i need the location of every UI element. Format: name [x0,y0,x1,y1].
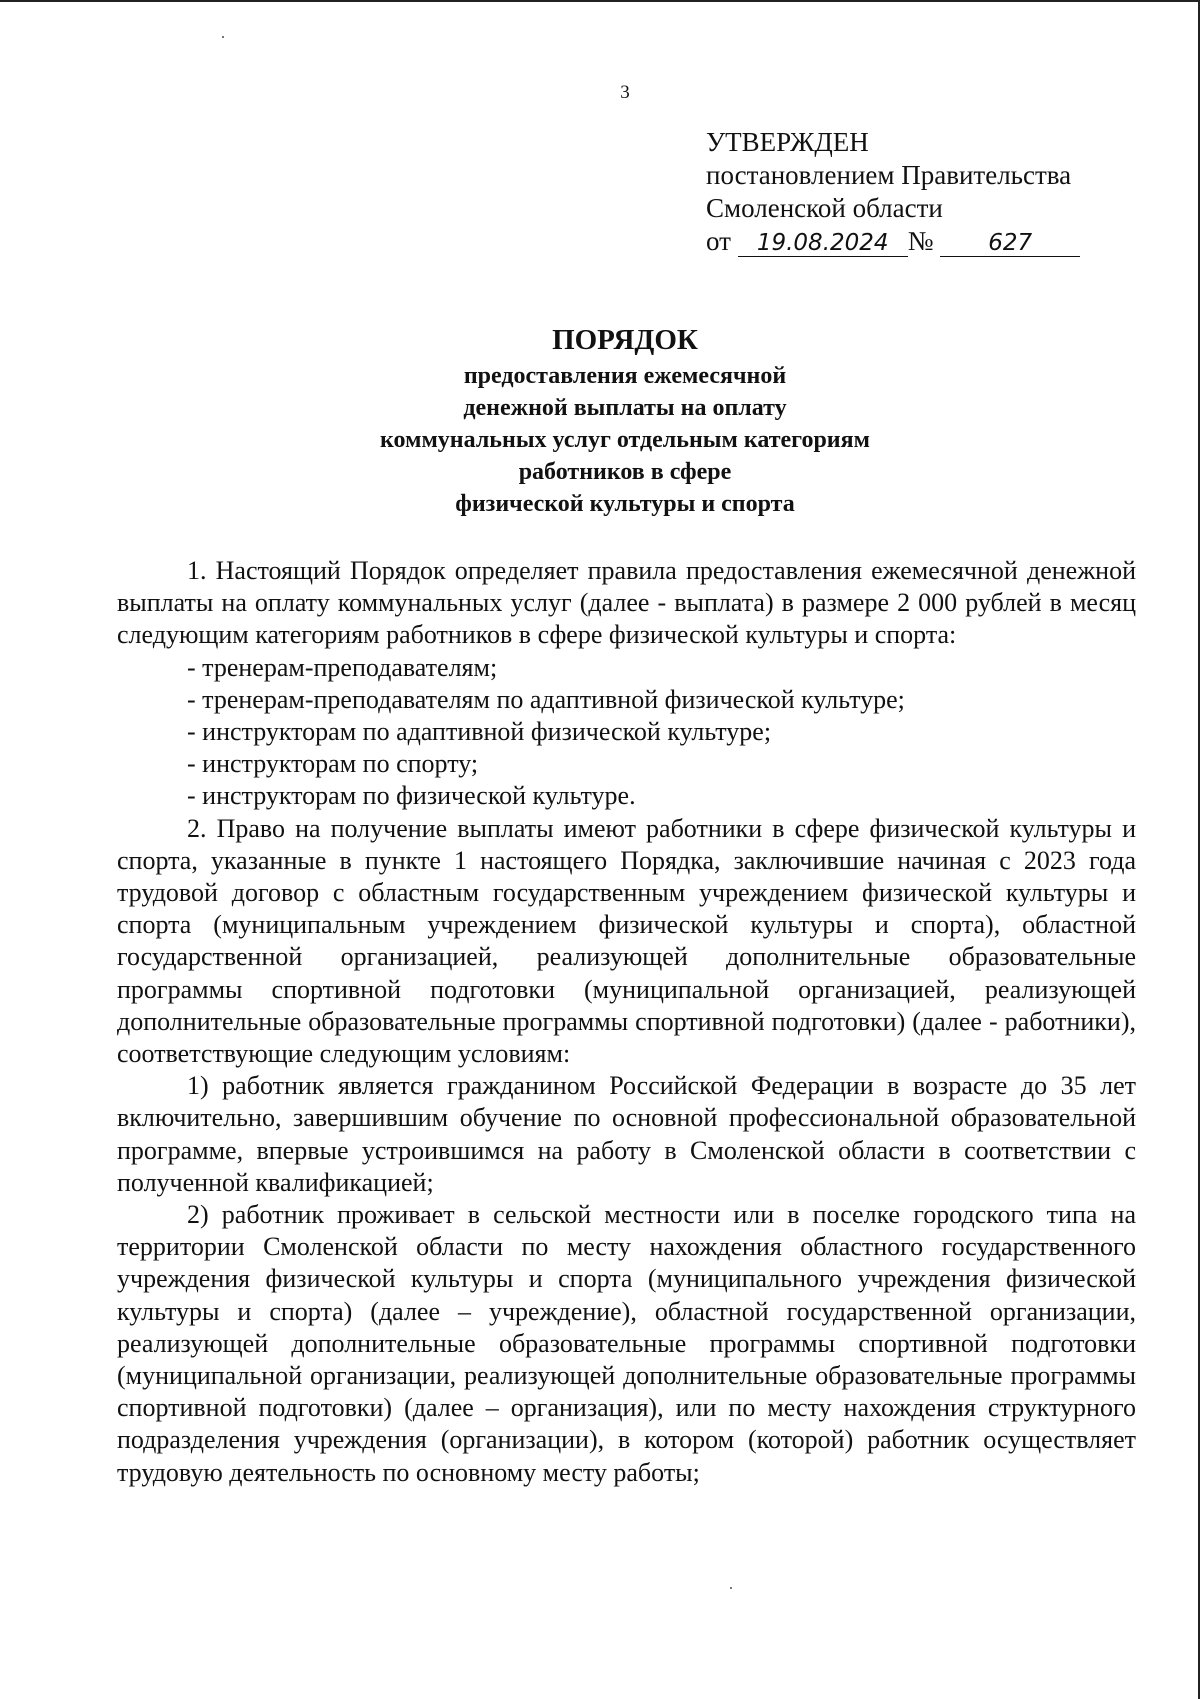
approval-date-number [706,225,1080,258]
title-line: коммунальных услуг отдельным категориям [380,427,870,453]
approval-issuer: постановлением Правительства [706,160,1072,190]
title-main: ПОРЯДОК [552,324,698,356]
list-item: - инструкторам по спорту; [187,749,479,779]
title-line: денежной выплаты на оплату [463,395,787,421]
condition-2: 2) работник проживает в сельской местности или в поселке городского типа на территории Смоленской области по месту нахождения областного государственного учреждения физической культуры и спорта (муниципального учреждения физической культуры и спорта) (далее – учреждение), областной государственной организации, реализующей дополнительные образовательные программы спортивной подготовки (муниципальной организации, реализующей дополнительные образовательные программы спортивной подготовки) (далее – организация), или по месту нахождения структурного подразделения учреждения (организации), в котором (которой) работник осуществляет трудовую деятельность по основному месту работы; [117,1200,1136,1487]
list-item: - инструкторам по адаптивной физической культуре; [187,717,772,747]
document-body [117,555,1136,1489]
scan-speck [222,36,224,38]
approval-stamp-block [706,126,1080,258]
scan-speck [730,1587,732,1589]
number-sign: № [907,226,934,256]
date-prefix: от [706,226,731,256]
title-line: предоставления ежемесячной [463,363,787,389]
handwritten-number: 627 [940,230,1080,257]
paragraph-1: 1. Настоящий Порядок определяет правила предоставления ежемесячной денежной выплаты на оплату коммунальных услуг (далее - выплата) в размере 2 000 рублей в месяц следующим категориям работников в сфере физической культуры и спорта: [117,556,1136,650]
list-item: - тренерам-преподавателям по адаптивной физической культуре; [187,684,905,714]
list-item: - тренерам-преподавателям; [187,652,498,682]
paragraph-2: 2. Право на получение выплаты имеют работники в сфере физической культуры и спорта, указанные в пункте 1 настоящего Порядка, заключившие начиная с 2023 года трудовой договор с областным государственным учреждением физической культуры и спорта (муниципальным учреждением физической культуры и спорта), областной государственной организацией, реализующей дополнительные образовательные программы спортивной подготовки (муниципальной организацией, реализующей дополнительные образовательные программы спортивной подготовки) (далее - работники), соответствующие следующим условиям: [117,813,1136,1069]
document-title [0,324,1200,520]
list-item: - инструкторам по физической культуре. [187,781,636,811]
approval-region: Смоленской области [706,193,943,223]
page-number: 3 [620,82,630,103]
title-line: физической культуры и спорта [455,491,795,517]
title-line: работников в сфере [518,459,732,485]
condition-1: 1) работник является гражданином Российской Федерации в возрасте до 35 лет включительно, завершившим обучение по основной профессиональной образовательной программе, впервые устроившимся на работу в Смоленской области в соответствии с полученной квалификацией; [117,1071,1136,1197]
handwritten-date: 19.08.2024 [738,230,908,257]
approval-heading: УТВЕРЖДЕН [706,127,869,157]
